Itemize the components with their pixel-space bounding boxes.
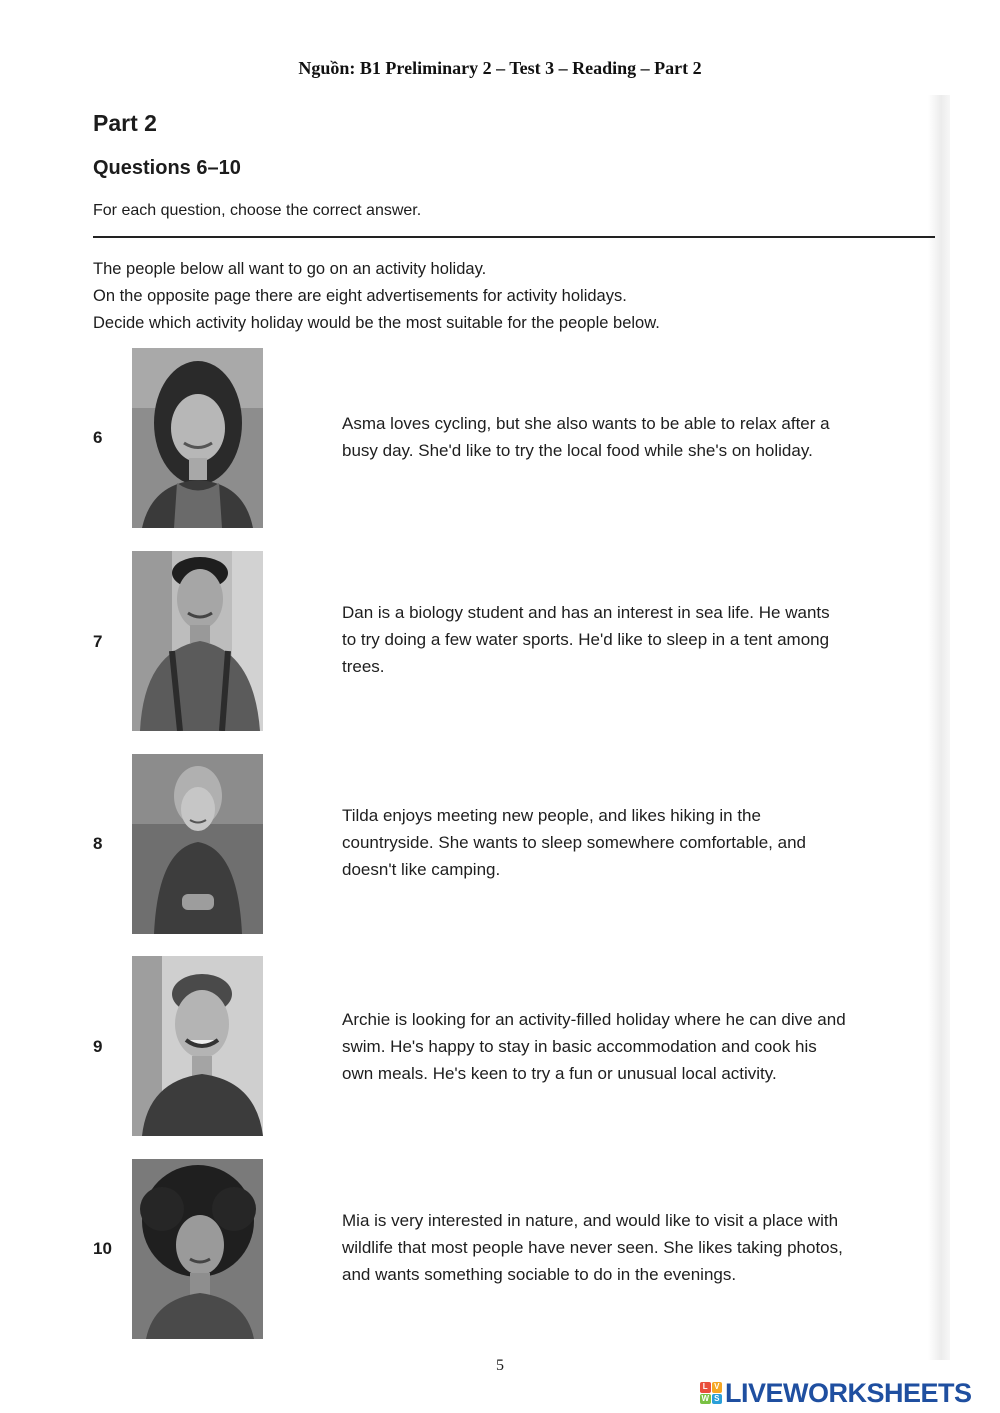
person-photo-dan bbox=[132, 551, 263, 731]
intro-line: On the opposite page there are eight advertisements for activity holidays. bbox=[93, 287, 627, 305]
text-line: Dan is a biology student and has an interest in sea life. He wants bbox=[342, 603, 830, 622]
question-text bbox=[342, 599, 937, 680]
question-text bbox=[342, 410, 937, 464]
question-number: 6 bbox=[93, 428, 103, 447]
question-10 bbox=[0, 1159, 1000, 1339]
logo-text: LIVEWORKSHEETS bbox=[725, 1377, 972, 1408]
question-text bbox=[342, 1207, 937, 1288]
question-number: 8 bbox=[93, 834, 103, 853]
text-line: swim. He's happy to stay in basic accommodation and cook his bbox=[342, 1037, 817, 1056]
person-photo-mia bbox=[132, 1159, 263, 1339]
text-line: Mia is very interested in nature, and would like to visit a place with bbox=[342, 1211, 839, 1230]
question-number: 9 bbox=[93, 1037, 103, 1056]
text-line: to try doing a few water sports. He'd like to sleep in a tent among bbox=[342, 630, 830, 649]
question-text bbox=[342, 1006, 937, 1087]
question-number: 10 bbox=[93, 1239, 112, 1258]
question-number: 7 bbox=[93, 632, 103, 651]
text-line: own meals. He's keen to try a fun or unusual local activity. bbox=[342, 1064, 777, 1083]
question-7 bbox=[0, 551, 1000, 731]
question-6 bbox=[0, 348, 1000, 528]
logo-mark-letter: W bbox=[701, 1393, 710, 1403]
source-header: Nguồn: B1 Preliminary 2 – Test 3 – Reading – Part 2 bbox=[298, 58, 702, 78]
page-number: 5 bbox=[496, 1357, 504, 1374]
logo-mark-letter: V bbox=[712, 1382, 723, 1393]
logo-mark-letter: S bbox=[712, 1394, 723, 1405]
liveworksheets-logo[interactable] bbox=[700, 1378, 972, 1408]
question-8 bbox=[0, 754, 1000, 934]
instruction-text: For each question, choose the correct answer. bbox=[93, 202, 422, 219]
question-text bbox=[342, 802, 937, 883]
text-line: wildlife that most people have never seen. She likes taking photos, bbox=[342, 1238, 843, 1257]
text-line: Tilda enjoys meeting new people, and likes hiking in the bbox=[342, 806, 761, 825]
text-line: and wants something sociable to do in the evenings. bbox=[342, 1265, 737, 1284]
person-photo-archie bbox=[132, 956, 263, 1136]
person-photo-asma bbox=[132, 348, 263, 528]
text-line: Asma loves cycling, but she also wants to be able to relax after a bbox=[342, 414, 830, 433]
text-line: countryside. She wants to sleep somewhere comfortable, and bbox=[342, 833, 806, 852]
logo-mark-letter: L bbox=[700, 1382, 711, 1393]
questions-title: Questions 6–10 bbox=[93, 157, 241, 179]
intro-line: The people below all want to go on an activity holiday. bbox=[93, 260, 487, 278]
liveworksheets-logo-icon bbox=[700, 1382, 722, 1404]
text-line: doesn't like camping. bbox=[342, 860, 501, 879]
part-title: Part 2 bbox=[93, 110, 157, 136]
text-line: trees. bbox=[342, 657, 385, 676]
question-9 bbox=[0, 956, 1000, 1136]
text-line: busy day. She'd like to try the local food while she's on holiday. bbox=[342, 441, 813, 460]
text-line: Archie is looking for an activity-filled holiday where he can dive and bbox=[342, 1010, 846, 1029]
divider-rule bbox=[93, 236, 935, 238]
intro-text bbox=[93, 256, 660, 337]
person-photo-tilda bbox=[132, 754, 263, 934]
intro-line: Decide which activity holiday would be the most suitable for the people below. bbox=[93, 314, 660, 332]
